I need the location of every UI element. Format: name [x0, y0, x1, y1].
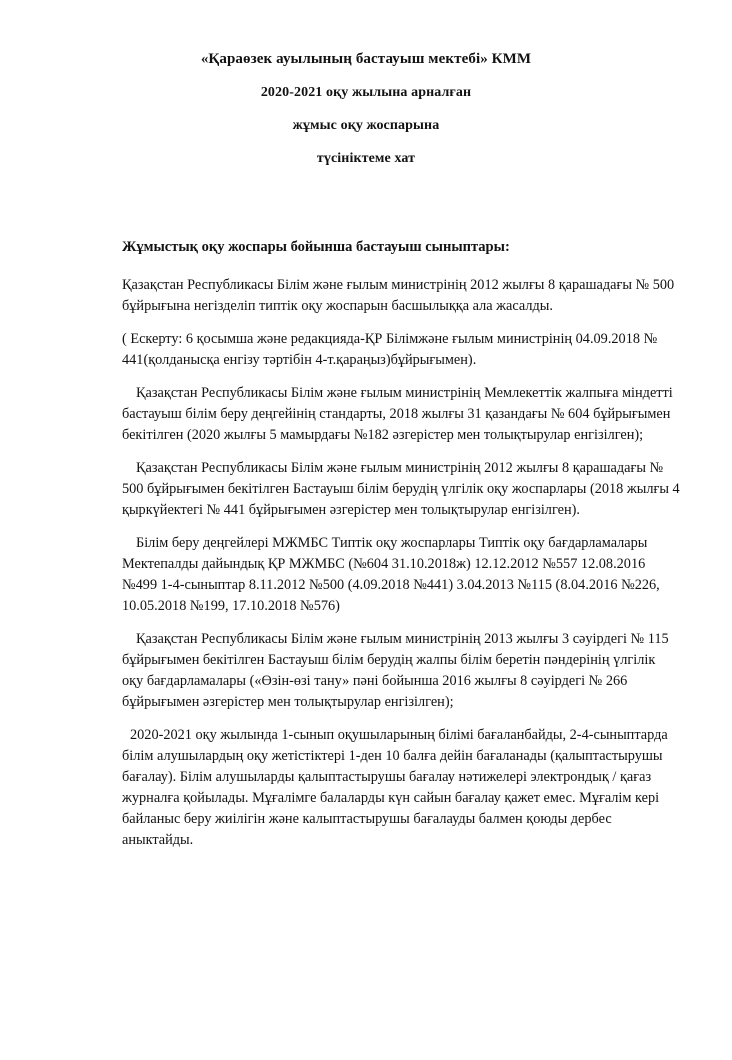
section-heading: Жұмыстық оқу жоспары бойынша бастауыш сыныптары: — [122, 239, 510, 255]
title-line-4: түсініктеме хат — [316, 151, 416, 166]
document-title-block — [0, 52, 732, 166]
paragraph-5: Білім беру деңгейлері МЖМБС Типтік оқу жоспарлары Типтік оқу бағдарламалары Мектепалды дайындық ҚР МЖМБС (№604 31.10.2018ж) 12.12.2012 №557 12.08.2016 №499 1-4-сыныптар 8.11.2012 №500 (4.09.2018 №441) 3.04.2013 №115 (8.04.2016 №226, 10.05.2018 №199, 17.10.2018 №576) — [122, 534, 660, 614]
paragraph-7: 2020-2021 оқу жылында 1-сынып оқушыларының білімі бағаланбайды, 2-4-сыныптарда білім алушылардың оқу жетістіктері 1-ден 10 балға дейін бағаланады (қалыптастырушы бағалау). Білім алушыларды қалыптастырушы бағалау нәтижелері электрондық / қағаз журналға қойылады. Мұғалімге балаларды күн сайын бағалау қажет емес. Мұғалім кері байланыс беру жиілігін және калыптастырушы бағалауды балмен қоюды дербес аныктайды. — [122, 726, 668, 848]
paragraph-1: Қазақстан Республикасы Білім және ғылым министрінің 2012 жылғы 8 қарашадағы № 500 бұйрығына негізделіп типтік оқу жоспарын басшылыққа ала жасалды. — [122, 276, 675, 314]
document-body — [0, 238, 732, 851]
paragraph-6: Қазақстан Республикасы Білім және ғылым министрінің 2013 жылғы 3 сәуірдегі № 115 бұйрығымен бекітілген Бастауыш білім берудің жалпы білім беретін пәндерінің үлгілік оқу бағдарламалары («Өзін-өзі тану» пәні бойынша 2016 жылғы 8 сәуірдегі № 266 бұйрығымен әзгерістер мен толықтырулар енгізілген); — [122, 630, 669, 710]
document-page — [0, 52, 732, 1060]
paragraph-4: Қазақстан Республикасы Білім және ғылым министрінің 2012 жылғы 8 қарашадағы № 500 бұйрығымен бекітілген Бастауыш білім берудің үлгілік оқу жоспарлары (2018 жылғы 4 қыркүйектегі № 441 бұйрығымен әзгерістер мен толықтырулар енгізілген). — [122, 459, 680, 518]
title-line-2: 2020-2021 оқу жылына арналған — [260, 85, 472, 100]
title-line-3: жұмыс оқу жоспарына — [292, 118, 440, 133]
paragraph-3: Қазақстан Республикасы Білім және ғылым министрінің Мемлекеттік жалпыға міндетті бастауыш білім беру деңгейінің стандарты, 2018 жылғы 31 қазандағы № 604 бұйрығымен бекітілген (2020 жылғы 5 мамырдағы №182 әзгерістер мен толықтырулар енгізілген); — [122, 384, 673, 443]
title-line-1: «Қараөзек ауылының бастауыш мектебі» КММ — [200, 51, 532, 67]
paragraph-2: ( Ескерту: 6 қосымша және редакциядa-ҚР Білімжәне ғылым министрінің 04.09.2018 № 441(қолданысқа енгізу тәртібін 4-т.қараңыз)бұйрығымен). — [122, 330, 658, 368]
